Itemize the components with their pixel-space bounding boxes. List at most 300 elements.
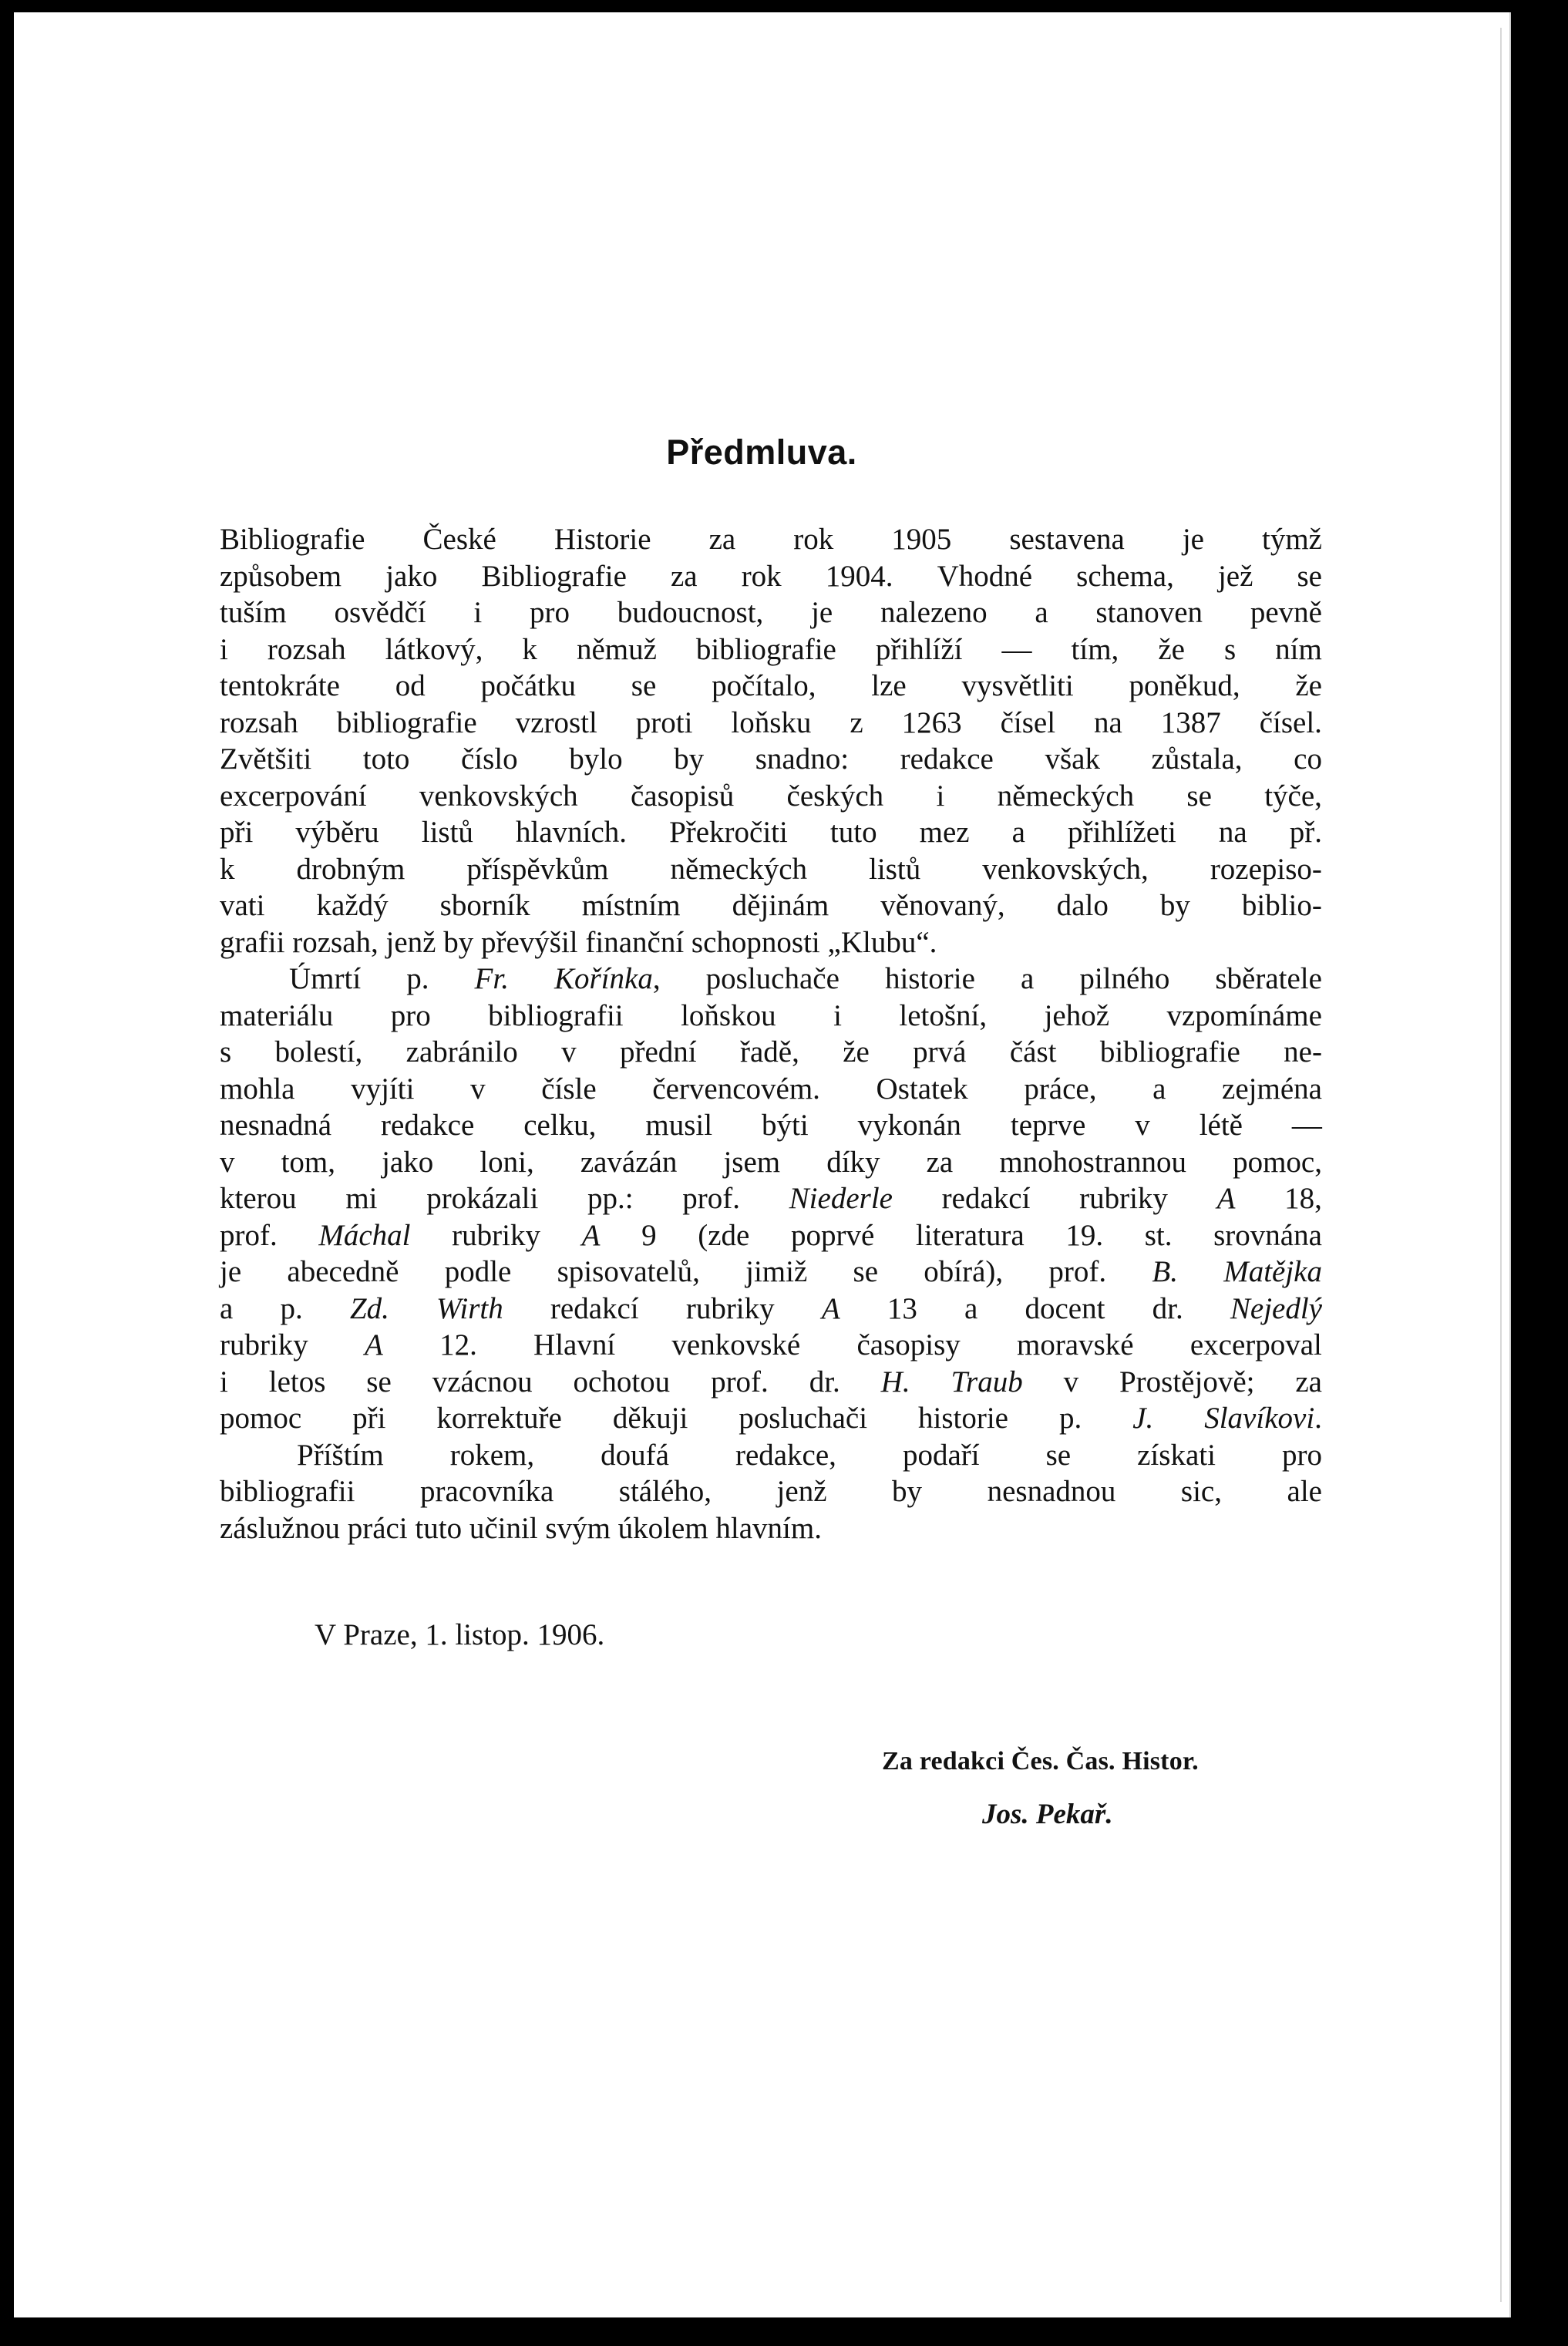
word: [924, 1254, 1003, 1291]
word: [777, 1473, 827, 1510]
word: [942, 1180, 1031, 1217]
word-text: ,: [652, 962, 661, 995]
word: [631, 778, 734, 815]
word-text: pracovníka: [420, 1475, 554, 1508]
italic-text: Máchal: [318, 1218, 411, 1252]
word-text: bibliografie: [695, 632, 836, 666]
word: [1204, 1400, 1322, 1437]
word-text: se: [1045, 1438, 1072, 1472]
word-text: ale: [1287, 1475, 1322, 1508]
word: [220, 778, 367, 815]
word: [415, 1510, 462, 1547]
text-line: [220, 1254, 1322, 1291]
word: [723, 1144, 780, 1181]
italic-text: Traub: [951, 1365, 1023, 1399]
word-text: nesnadná: [220, 1109, 332, 1142]
word: [1024, 1071, 1096, 1108]
word-text: historie: [884, 962, 975, 995]
word-text: osvědčí: [334, 596, 426, 629]
word: [481, 924, 578, 961]
word-text: rokem,: [449, 1438, 535, 1472]
word: [1059, 1400, 1082, 1437]
word: [809, 1364, 840, 1401]
word-text: vzpomínáme: [1166, 998, 1322, 1032]
word-text: posluchače: [705, 962, 840, 995]
word-text: že: [1158, 632, 1185, 666]
word: [545, 1510, 611, 1547]
word-text: německých: [670, 852, 808, 886]
word: [1057, 887, 1109, 924]
word-text: i: [936, 779, 945, 813]
word-text: býti: [762, 1109, 809, 1142]
word: [268, 631, 346, 668]
word: [1095, 594, 1203, 631]
word: [439, 1327, 477, 1364]
word-text: a: [1152, 1072, 1166, 1106]
word-text: a: [964, 1291, 978, 1325]
italic-text: H.: [880, 1365, 910, 1399]
word-text: letos: [268, 1365, 326, 1399]
word-text: časopisy: [856, 1328, 961, 1361]
word-text: červencovém.: [652, 1072, 820, 1106]
word-text: venkovských,: [982, 852, 1149, 886]
word: [833, 998, 842, 1035]
word-text: sic,: [1180, 1475, 1222, 1508]
word-text: číslo: [460, 742, 518, 776]
word: [1181, 1473, 1222, 1510]
word-text: počítalo,: [712, 669, 816, 702]
word-text: od: [395, 669, 426, 702]
word-text: mnohostrannou: [999, 1145, 1186, 1179]
word-text: redakce,: [735, 1438, 836, 1472]
word-text: při: [352, 1402, 386, 1435]
text-line: [220, 1144, 1322, 1181]
word-text: by: [892, 1475, 923, 1508]
word: [1282, 1437, 1322, 1474]
word: [691, 924, 820, 961]
word: [1009, 521, 1124, 558]
word: [351, 1071, 414, 1108]
word: [391, 998, 431, 1035]
word: [1295, 668, 1322, 705]
text-line: [220, 778, 1322, 815]
word-text: v: [220, 1145, 235, 1179]
word-text: grafii: [220, 925, 285, 959]
word-text: materiálu: [220, 998, 334, 1032]
word-text: přihlíží: [875, 632, 963, 666]
word: [386, 924, 436, 961]
word-text: místním: [581, 889, 681, 922]
word: [1166, 998, 1321, 1035]
word-text: moravské: [1016, 1328, 1134, 1361]
word: [1158, 631, 1185, 668]
word: [1210, 851, 1322, 888]
word-text: vati: [220, 889, 265, 922]
word: [220, 1034, 231, 1071]
word: [541, 1071, 596, 1108]
word-text: (zde: [698, 1218, 750, 1252]
word: [1132, 1400, 1153, 1437]
word-text: rozsah,: [292, 925, 379, 959]
word-text: mi: [345, 1182, 378, 1215]
word-text: k: [522, 632, 537, 666]
word: [1152, 1291, 1183, 1328]
space: [611, 1510, 618, 1547]
word: [1011, 1107, 1085, 1144]
word: [1190, 1327, 1322, 1364]
word-text: Historie: [554, 523, 651, 556]
word-text: bolestí,: [274, 1035, 363, 1069]
word-text: se: [631, 669, 657, 702]
word: [220, 1107, 331, 1144]
word: [220, 1364, 228, 1401]
word: [1094, 705, 1122, 742]
word-text: prof.: [711, 1365, 769, 1399]
word-text: letošní,: [899, 998, 988, 1032]
word-text: tuším: [220, 596, 287, 629]
word: [787, 778, 884, 815]
word-text: stanoven: [1095, 596, 1203, 629]
word-text: „Klubu“.: [827, 925, 937, 959]
word-text: za: [926, 1145, 954, 1179]
space: [436, 924, 443, 961]
word-text: bibliografii: [220, 1475, 355, 1508]
word: [220, 558, 342, 595]
word-text: že: [843, 1035, 870, 1069]
word: [636, 705, 693, 742]
word-text: při: [220, 816, 254, 849]
word-text: 1387: [1160, 705, 1221, 739]
word: [422, 814, 473, 851]
word-text: drobným: [296, 852, 405, 886]
word-text: němuž: [576, 632, 657, 666]
space: [284, 924, 292, 961]
text-line: [220, 631, 1322, 668]
word: [1186, 778, 1212, 815]
word-text: zavázán: [580, 1145, 678, 1179]
word: [557, 1254, 700, 1291]
word-text: excerpoval: [1189, 1328, 1322, 1361]
word: [585, 924, 684, 961]
word: [1294, 741, 1322, 778]
word: [1222, 1071, 1322, 1108]
word-text: 1904.: [825, 559, 893, 593]
word-text: se: [1186, 779, 1212, 813]
word: [523, 1107, 596, 1144]
word-text: bibliografie: [1099, 1035, 1240, 1069]
word-text: podaří: [902, 1438, 980, 1472]
word-text: 1263: [901, 705, 962, 739]
word-text: dr.: [809, 1365, 840, 1399]
word: [617, 594, 764, 631]
word-text: prof.: [1048, 1255, 1107, 1288]
word: [902, 705, 962, 742]
word: [631, 668, 657, 705]
word: [755, 741, 849, 778]
word: [843, 1034, 870, 1071]
word: [481, 558, 626, 595]
word: [1213, 1217, 1322, 1254]
text-line: [220, 1364, 1322, 1401]
word: [1079, 961, 1169, 998]
word: [220, 521, 365, 558]
word-text: Hlavní: [533, 1328, 616, 1361]
word-text: učinil: [469, 1511, 538, 1545]
word: [530, 594, 570, 631]
text-line: [220, 668, 1322, 705]
word-text: podle: [444, 1255, 512, 1288]
word: [1200, 1107, 1243, 1144]
word: [1295, 1364, 1322, 1401]
word: [686, 1291, 775, 1328]
word: [652, 1071, 820, 1108]
word-text: prokázali: [426, 1182, 539, 1215]
word: [1152, 1071, 1166, 1108]
space: [408, 1510, 416, 1547]
word-text: sestavena: [1009, 523, 1125, 556]
word: [587, 1180, 634, 1217]
word: [876, 631, 963, 668]
word: [709, 521, 736, 558]
word-text: by: [1159, 889, 1190, 922]
text-line: [220, 961, 1322, 998]
italic-text: J.: [1132, 1402, 1154, 1435]
word-text: redakcí: [550, 1291, 639, 1325]
word-text: redakcí: [941, 1182, 1031, 1215]
word-text: mez: [919, 816, 970, 849]
word-text: st.: [1144, 1218, 1173, 1252]
space: [340, 1510, 348, 1547]
word: [732, 887, 829, 924]
word: [220, 741, 311, 778]
word-text: zejména: [1222, 1072, 1322, 1106]
word: [385, 631, 483, 668]
word: [739, 1400, 867, 1437]
italic-text: Slavíkovi: [1204, 1402, 1315, 1435]
word-text: rozepiso-: [1210, 852, 1322, 886]
word-text: v: [1063, 1365, 1079, 1399]
word: [1152, 1254, 1178, 1291]
text-line: [220, 741, 1322, 778]
word: [469, 1510, 538, 1547]
word-text: pomoc,: [1233, 1145, 1322, 1179]
word-text: v: [561, 1035, 577, 1069]
word-text: př.: [1289, 816, 1322, 849]
word-text: rok: [741, 559, 782, 593]
word-text: příspěvkům: [466, 852, 609, 886]
word-text: 18,: [1284, 1182, 1322, 1215]
word: [899, 998, 987, 1035]
word: [1262, 521, 1322, 558]
word: [696, 631, 836, 668]
word-text: listů: [869, 852, 921, 886]
word-text: německých: [997, 779, 1135, 813]
word: [682, 1180, 740, 1217]
word: [1230, 1291, 1322, 1328]
word-text: musil: [645, 1109, 713, 1142]
word: [811, 594, 833, 631]
word-text: Překročiti: [669, 816, 788, 849]
word-text: v: [470, 1072, 486, 1106]
text-line: [220, 1180, 1322, 1217]
word-text: k: [220, 852, 235, 886]
word: [951, 1364, 1022, 1401]
word: [671, 1327, 800, 1364]
word: [1284, 1034, 1322, 1071]
word-text: díky: [826, 1145, 880, 1179]
word: [220, 1327, 308, 1364]
word: [554, 521, 651, 558]
word: [988, 1473, 1116, 1510]
word: [601, 1437, 669, 1474]
word-text: počátku: [480, 669, 576, 702]
word: [669, 814, 788, 851]
word: [735, 1437, 836, 1474]
word: [220, 1217, 278, 1254]
word: [830, 814, 877, 851]
word: [345, 1180, 377, 1217]
italic-text: Niederle: [789, 1182, 893, 1215]
word: [220, 1071, 294, 1108]
word: [381, 1107, 474, 1144]
word: [481, 668, 576, 705]
word: [1233, 1144, 1322, 1181]
word: [1217, 1180, 1236, 1217]
word: [516, 705, 597, 742]
italic-text: Fr.: [474, 962, 509, 995]
word-text: věnovaný,: [880, 889, 1005, 922]
word-text: schema,: [1076, 559, 1174, 593]
word: [220, 631, 228, 668]
word-text: svým: [545, 1511, 611, 1545]
word: [1010, 1034, 1057, 1071]
space: [538, 1510, 546, 1547]
word-text: ne-: [1284, 1035, 1322, 1069]
word: [220, 998, 333, 1035]
word: [1012, 814, 1025, 851]
word-text: posluchači: [739, 1402, 868, 1435]
word: [220, 1144, 235, 1181]
word-text: tuto: [415, 1511, 463, 1545]
word: [745, 1254, 807, 1291]
word-text: pro: [529, 596, 570, 629]
word: [641, 1217, 657, 1254]
word-text: a: [1035, 596, 1048, 629]
word: [853, 1254, 879, 1291]
word: [1145, 1217, 1173, 1254]
word-text: Bibliografie: [481, 559, 627, 593]
word: [1137, 1437, 1216, 1474]
word-text: dějinám: [732, 889, 829, 922]
italic-text: A: [821, 1291, 840, 1325]
word: [1048, 1254, 1106, 1291]
word-text: prvá: [913, 1035, 967, 1069]
word: [1135, 1107, 1150, 1144]
word-text: bylo: [569, 742, 623, 776]
word-text: pevně: [1250, 596, 1322, 629]
italic-text: Kořínka: [554, 962, 653, 995]
word: [297, 851, 405, 888]
text-line: [220, 924, 1322, 961]
word-text: a: [220, 1291, 234, 1325]
word-text: prof.: [220, 1218, 278, 1252]
word: [1215, 961, 1322, 998]
word: [522, 631, 537, 668]
word-text: vzácnou: [432, 1365, 533, 1399]
word-text: časopisů: [630, 779, 735, 813]
page-edge: [1500, 28, 1502, 2302]
word: [395, 668, 426, 705]
word: [918, 1400, 1008, 1437]
word: [1017, 1327, 1134, 1364]
word-text: však: [1045, 742, 1100, 776]
word-text: hlavních.: [515, 816, 628, 849]
space: [473, 924, 481, 961]
word: [432, 1364, 533, 1401]
italic-text: Wirth: [436, 1291, 503, 1325]
word-text: s: [220, 1035, 232, 1069]
word-text: z: [850, 705, 863, 739]
word-text: za: [708, 523, 736, 556]
word-text: část: [1009, 1035, 1057, 1069]
word: [220, 594, 287, 631]
word: [1100, 1034, 1240, 1071]
word-text: poprvé: [790, 1218, 875, 1252]
word-text: převýšil: [480, 925, 578, 959]
word-text: zabránilo: [405, 1035, 518, 1069]
text-line: [220, 851, 1322, 888]
word-text: létě: [1199, 1109, 1243, 1142]
word-text: loňskou: [681, 998, 776, 1032]
word: [1290, 814, 1322, 851]
word-text: vzrostl: [515, 705, 597, 739]
word: [479, 1144, 533, 1181]
word: [426, 1180, 538, 1217]
text-line: [220, 1291, 1322, 1328]
word: [828, 924, 937, 961]
word-text: vyjíti: [351, 1072, 415, 1106]
word: [999, 1144, 1186, 1181]
word: [569, 741, 622, 778]
word: [334, 594, 426, 631]
italic-text: A: [581, 1218, 601, 1252]
word: [937, 558, 1032, 595]
word-text: záslužnou: [220, 1511, 340, 1545]
word-text: se: [366, 1365, 392, 1399]
word: [577, 631, 657, 668]
word-text: českých: [786, 779, 884, 813]
word-text: vysvětliti: [961, 669, 1074, 702]
word-text: týče,: [1264, 779, 1322, 813]
word: [440, 887, 530, 924]
space: [379, 924, 386, 961]
word-text: Bibliografie: [220, 523, 365, 556]
word: [706, 961, 840, 998]
word-text: listů: [421, 816, 473, 849]
word-text: dalo: [1056, 889, 1109, 922]
word: [1025, 1291, 1105, 1328]
word-text: jimiž: [745, 1255, 808, 1288]
word-text: rubriky: [1079, 1182, 1168, 1215]
word: [674, 741, 704, 778]
word-text: by: [443, 925, 474, 959]
word-text: i: [473, 596, 483, 629]
word-text: se: [1297, 559, 1322, 593]
word: [280, 1291, 302, 1328]
page-title: Předmluva.: [666, 433, 857, 472]
word-text: —: [1291, 1109, 1322, 1142]
word-text: co: [1294, 742, 1322, 776]
